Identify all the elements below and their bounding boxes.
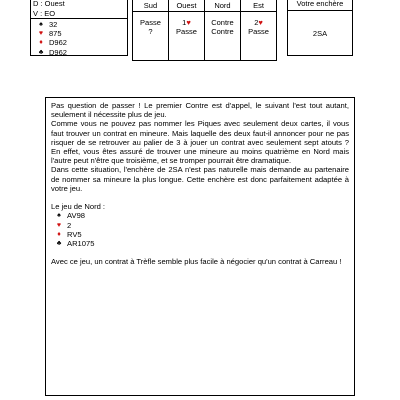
diamond-cards: D962 [49,38,67,48]
bidding-header-row [133,0,277,12]
nord-heart-line [51,221,349,230]
dealer-label: D : Ouest [33,0,65,8]
nord-spade-line [51,211,349,220]
sud-bid-1: Passe [140,18,161,27]
explanation-box [45,97,355,396]
explanation-para-2: Comme vous ne pouvez pas nommer les Piques avec seulement deux cartes, il vous faut trouver un contrat en mineure. Mais laquelle des deux faut-il annoncer pour ne pas risquer de se retrouver au palier de 3 à jouer un contrat avec seulement sept atouts ? En effet, vous êtes assuré de trouver une mineure au moins quatrième en Nord mais l'autre peut n'être que troisième, et se tromper pourrait être dramatique. [51,119,349,166]
header-ouest: Ouest [168,0,204,12]
bidding-body-row [133,12,277,61]
nord-bid-1: Contre [211,18,234,27]
heart-icon: ♥ [56,221,62,229]
ouest-bid-2: Passe [176,27,197,36]
spade-icon: ♠ [39,21,43,29]
nord-hand-title: Le jeu de Nord : [51,202,106,212]
diamond-icon: ♦ [57,230,61,238]
est-bid-1 [241,18,276,27]
bidding-table [132,0,277,61]
club-icon: ♣ [38,48,44,56]
ouest-bid-level: 1 [182,18,187,27]
your-bid-box [287,0,353,56]
diamond-icon: ♦ [39,39,43,47]
sud-bids [133,12,169,61]
heart-line [33,29,127,38]
vulnerability-row [31,8,127,19]
hand-box [30,0,128,56]
explanation-para-4: Avec ce jeu, un contrat à Trèfle semble plus facile à négocier qu'un contrat à Carreau ! [51,257,342,267]
spacer [51,248,349,257]
nord-diamond-line [51,230,349,239]
explanation-para-1: Pas question de passer ! Le premier Contre est d'appel, le suivant l'est tout autant, seulement il nécessite plus de jeu. [51,101,349,120]
header-sud: Sud [133,0,169,12]
your-bid-value: 2SA [312,29,328,38]
your-bid-title: Votre enchère [288,0,352,11]
nord-heart-cards: 2 [67,220,72,230]
nord-bids [204,12,240,61]
spade-line [33,20,127,29]
nord-bid-2: Contre [211,27,234,36]
club-icon: ♣ [56,239,62,247]
header-nord: Nord [204,0,240,12]
spade-cards: 32 [49,20,58,30]
est-bids [241,12,277,61]
sud-bid-2: ? [148,27,153,36]
nord-spade-cards: AV98 [67,211,86,221]
diamond-line [33,38,127,47]
club-line [33,48,127,57]
dealer-row [31,0,127,8]
club-cards: D962 [49,47,67,57]
header-est: Est [241,0,277,12]
ouest-bids [168,12,204,61]
spacer [51,193,349,202]
spade-icon: ♠ [57,212,61,220]
nord-diamond-cards: RV5 [67,229,82,239]
est-bid-2: Passe [248,27,269,36]
est-bid-level: 2 [254,18,259,27]
vulnerability-label: V : EO [33,8,56,18]
hand-suits [31,19,127,57]
explanation-para-3: Dans cette situation, l'enchère de 2SA n'est pas naturelle mais demande au partenaire de nommer sa mineure la plus longue. Cette enchère est donc parfaitement adaptée à votre jeu. [51,165,349,193]
heart-icon: ♥ [186,18,191,27]
heart-icon: ♥ [258,18,263,27]
heart-cards: 875 [49,29,62,39]
ouest-bid-1 [169,18,204,27]
nord-club-cards: AR1075 [67,238,95,248]
heart-icon: ♥ [38,30,44,38]
nord-club-line [51,239,349,248]
